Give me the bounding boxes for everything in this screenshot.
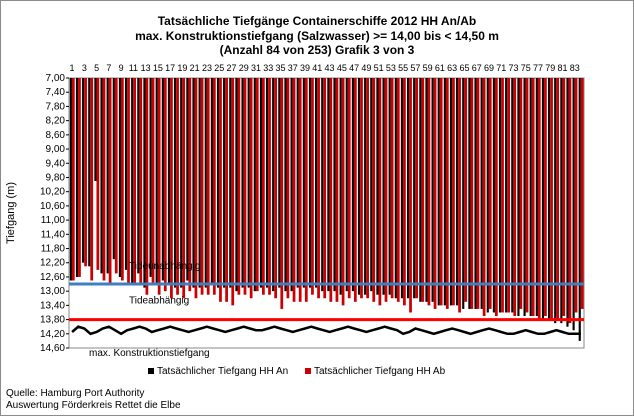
legend-item-an (148, 366, 288, 377)
bar-ab (397, 78, 400, 302)
legend-swatch-an (148, 368, 154, 374)
bar-an (523, 78, 525, 316)
bar-ab (293, 78, 296, 302)
bar-ab (526, 78, 529, 312)
x-tick-label: 33 (263, 63, 274, 73)
bar-ab (207, 78, 210, 295)
bar-ab (103, 78, 106, 281)
bar-an (499, 78, 501, 312)
bar-ab (213, 78, 216, 295)
x-tick-label: 1 (69, 63, 75, 73)
x-tick-label: 63 (447, 63, 458, 73)
bar-an (517, 78, 519, 316)
bar-ab (250, 78, 253, 298)
x-tick-label: 51 (373, 63, 384, 73)
bar-an (419, 78, 421, 302)
bar-an (143, 78, 145, 288)
bar-an (456, 78, 458, 305)
y-tick-label: 7,40 (45, 87, 65, 99)
bar-an (180, 78, 182, 288)
bar-an (340, 78, 342, 295)
x-tick-label: 49 (361, 63, 372, 73)
bar-an (174, 78, 176, 288)
bar-an (432, 78, 434, 302)
bar-ab (90, 78, 93, 281)
x-tick-label: 21 (189, 63, 200, 73)
bar-ab (483, 78, 486, 316)
bar-an (444, 78, 446, 305)
bar-an (82, 78, 84, 263)
y-tick-label: 12,60 (39, 271, 65, 283)
bar-an (199, 78, 201, 288)
x-tick-label: 47 (349, 63, 360, 73)
y-tick-label: 9,40 (45, 158, 65, 170)
bar-ab (342, 78, 345, 305)
x-tick-label: 11 (128, 63, 139, 73)
bar-an (254, 78, 256, 291)
bar-ab (152, 78, 155, 284)
y-tick-label: 12,20 (39, 257, 65, 269)
bar-ab (348, 78, 351, 298)
y-tick-label: 11,40 (40, 229, 65, 241)
bar-an (413, 78, 415, 298)
bar-an (370, 78, 372, 291)
bar-ab (360, 78, 363, 298)
bar-an (291, 78, 293, 291)
bar-ab (501, 78, 504, 312)
bar-an (321, 78, 323, 291)
bar-ab (164, 78, 167, 291)
bar-ab (188, 78, 191, 291)
bar-ab (446, 78, 449, 309)
bar-ab (96, 78, 99, 270)
bar-ab (323, 78, 326, 298)
bar-an (462, 78, 464, 309)
y-tick-label: 13,00 (39, 286, 65, 298)
bar-an (438, 78, 440, 305)
x-tick-label: 31 (250, 63, 262, 73)
y-tick-label: 13,40 (39, 300, 65, 312)
bar-an (137, 78, 139, 273)
bar-an (395, 78, 397, 298)
bar-ab (139, 78, 142, 284)
bar-an (425, 78, 427, 302)
bar-an (358, 78, 360, 295)
bar-ab (477, 78, 480, 309)
x-tick-label: 61 (434, 63, 445, 73)
bar-ab (544, 78, 547, 316)
bar-an (278, 78, 280, 288)
bar-ab (507, 78, 510, 312)
bar-an (481, 78, 483, 309)
bar-ab (244, 78, 247, 295)
bar-ab (562, 78, 565, 316)
legend-label-ab: Tatsächlicher Tiefgang HH Ab (313, 366, 446, 377)
bar-ab (434, 78, 437, 309)
bar-ab (231, 78, 234, 305)
x-tick-label: 73 (508, 63, 519, 73)
legend (148, 366, 459, 377)
bar-an (260, 78, 262, 288)
x-tick-label: 65 (459, 63, 470, 73)
bar-ab (225, 78, 228, 302)
bar-ab (409, 78, 412, 312)
x-tick-label: 15 (152, 63, 163, 73)
bar-an (364, 78, 366, 295)
bar-ab (201, 78, 204, 295)
y-tick-label: 9,00 (45, 144, 65, 156)
bar-an (346, 78, 348, 291)
bar-ab (403, 78, 406, 305)
bar-an (192, 78, 194, 288)
bar-an (88, 78, 90, 266)
bar-ab (219, 78, 222, 302)
y-tick-label: 11,00 (40, 215, 65, 227)
bar-an (303, 78, 305, 288)
bar-ab (520, 78, 523, 309)
bar-an (186, 78, 188, 281)
x-tick-label: 57 (410, 63, 421, 73)
bar-ab (115, 78, 118, 273)
bar-ab (378, 78, 381, 305)
bar-an (487, 78, 489, 312)
x-tick-label: 77 (533, 63, 544, 73)
bar-ab (428, 78, 431, 305)
bar-ab (262, 78, 265, 295)
bar-an (229, 78, 231, 288)
bar-an (162, 78, 164, 281)
bar-an (100, 78, 102, 273)
bar-an (333, 78, 335, 291)
max-konstruktionstiefgang-label: max. Konstruktionstiefgang (89, 348, 210, 359)
tideabhaengig-label: Tideabhängig (129, 295, 190, 307)
bar-ab (78, 78, 81, 277)
max-konstruktionstiefgang-line (72, 327, 581, 334)
bar-ab (366, 78, 369, 298)
y-tick-label: 8,20 (45, 115, 65, 127)
bar-ab (109, 78, 112, 284)
chart-title-line-1: Tatsächliche Tiefgänge Containerschiffe 2012 HH An/Ab (157, 14, 477, 28)
bar-an (493, 78, 495, 312)
bar-ab (569, 78, 572, 323)
bar-ab (372, 78, 375, 302)
y-tick-label: 14,60 (39, 343, 65, 354)
x-tick-label: 19 (177, 63, 188, 73)
bar-ab (513, 78, 516, 316)
bar-an (376, 78, 378, 295)
bar-an (94, 78, 96, 181)
bar-ab (256, 78, 259, 291)
bar-an (70, 78, 72, 281)
x-tick-label: 9 (118, 63, 124, 73)
bar-ab (72, 78, 75, 281)
bar-ab (84, 78, 87, 266)
y-tick-label: 7,80 (45, 101, 65, 113)
bar-an (76, 78, 78, 277)
bar-ab (305, 78, 308, 302)
x-tick-label: 23 (201, 63, 212, 73)
bar-ab (354, 78, 357, 302)
bar-an (554, 78, 556, 323)
legend-label-an: Tatsächlicher Tiefgang HH An (157, 366, 289, 377)
bar-an (389, 78, 391, 295)
bar-an (309, 78, 311, 288)
x-tick-label: 3 (81, 63, 87, 73)
bar-ab (287, 78, 290, 298)
bar-an (248, 78, 250, 288)
bar-ab (532, 78, 535, 316)
legend-swatch-ab (305, 368, 311, 374)
bar-an (327, 78, 329, 291)
bar-an (284, 78, 286, 291)
bar-ab (464, 78, 467, 302)
bar-ab (385, 78, 388, 302)
bar-an (297, 78, 299, 288)
bar-an (113, 78, 115, 259)
x-tick-label: 39 (300, 63, 311, 73)
bar-ab (121, 78, 124, 281)
bar-ab (317, 78, 320, 298)
bar-an (217, 78, 219, 288)
bar-ab (299, 78, 302, 302)
bar-an (401, 78, 403, 298)
bar-an (536, 78, 538, 316)
bar-an (272, 78, 274, 291)
bar-ab (452, 78, 455, 305)
bar-an (119, 78, 121, 277)
bar-ab (489, 78, 492, 309)
bar-ab (421, 78, 424, 302)
bar-ab (470, 78, 473, 309)
bar-an (566, 78, 568, 327)
bar-an (315, 78, 317, 288)
bar-ab (440, 78, 443, 305)
bar-ab (495, 78, 498, 316)
chart-title-line-3: (Anzahl 84 von 253) Grafik 3 von 3 (219, 43, 415, 57)
bar-an (579, 78, 581, 341)
bar-ab (127, 78, 130, 284)
x-tick-label: 45 (336, 63, 347, 73)
bar-an (573, 78, 575, 330)
source-note: Quelle: Hamburg Port Authority (6, 388, 145, 399)
x-tick-label: 55 (398, 63, 409, 73)
bar-ab (311, 78, 314, 295)
y-axis-label: Tiefgang (m) (5, 182, 17, 244)
bar-an (211, 78, 213, 284)
bar-an (474, 78, 476, 309)
bar-an (450, 78, 452, 305)
bar-an (352, 78, 354, 291)
y-tick-label: 13,80 (39, 314, 65, 326)
bar-an (505, 78, 507, 312)
bar-ab (415, 78, 418, 298)
x-tick-label: 59 (422, 63, 433, 73)
y-tick-label: 9,80 (45, 172, 65, 184)
x-tick-label: 69 (483, 63, 494, 73)
bar-ab (274, 78, 277, 298)
x-tick-label: 81 (557, 63, 568, 73)
bar-an (107, 78, 109, 273)
bar-ab (133, 78, 136, 284)
evaluation-note: Auswertung Förderkreis Rettet die Elbe (6, 400, 181, 411)
x-tick-label: 41 (312, 63, 323, 73)
bar-an (511, 78, 513, 312)
x-tick-label: 5 (94, 63, 100, 73)
x-tick-label: 7 (106, 63, 112, 73)
y-tick-label: 11,80 (40, 243, 65, 255)
bar-ab (280, 78, 283, 309)
chart-title-line-2: max. Konstruktionstiefgang (Salzwasser) >= 14,00 bis < 14,50 m (135, 29, 499, 43)
x-tick-label: 27 (226, 63, 237, 73)
bar-an (235, 78, 237, 291)
y-tick-label: 10,20 (39, 186, 65, 198)
x-tick-label: 43 (324, 63, 335, 73)
bar-an (156, 78, 158, 284)
bar-ab (336, 78, 339, 302)
bar-an (241, 78, 243, 288)
x-tick-label: 17 (165, 63, 176, 73)
bar-an (468, 78, 470, 309)
x-tick-label: 83 (569, 63, 580, 73)
x-tick-label: 79 (545, 63, 556, 73)
y-tick-label: 14,20 (39, 328, 65, 340)
bar-an (382, 78, 384, 295)
x-tick-label: 25 (214, 63, 225, 73)
bar-an (125, 78, 127, 270)
bar-an (266, 78, 268, 288)
bar-ab (581, 78, 584, 309)
bar-ab (391, 78, 394, 298)
y-tick-label: 10,60 (39, 200, 65, 212)
bar-ab (268, 78, 271, 295)
bar-an (168, 78, 170, 284)
bar-ab (329, 78, 332, 302)
x-tick-label: 75 (520, 63, 531, 73)
y-tick-label: 8,60 (45, 129, 65, 141)
bar-ab (458, 78, 461, 312)
bar-an (131, 78, 133, 284)
x-tick-label: 35 (275, 63, 286, 73)
y-tick-label: 7,00 (45, 73, 65, 84)
bar-an (223, 78, 225, 288)
tideunabhaengig-label: Tideunabhängig (129, 261, 201, 273)
bar-an (530, 78, 532, 316)
bar-ab (575, 78, 578, 312)
x-tick-label: 53 (385, 63, 396, 73)
x-tick-label: 29 (238, 63, 249, 73)
x-tick-label: 67 (471, 63, 482, 73)
x-tick-label: 37 (287, 63, 298, 73)
x-tick-label: 71 (496, 63, 507, 73)
bar-ab (237, 78, 240, 295)
bar-an (560, 78, 562, 323)
bar-an (407, 78, 409, 298)
bar-an (150, 78, 152, 277)
bar-an (205, 78, 207, 288)
x-tick-label: 13 (140, 63, 151, 73)
legend-item-ab (305, 366, 445, 377)
